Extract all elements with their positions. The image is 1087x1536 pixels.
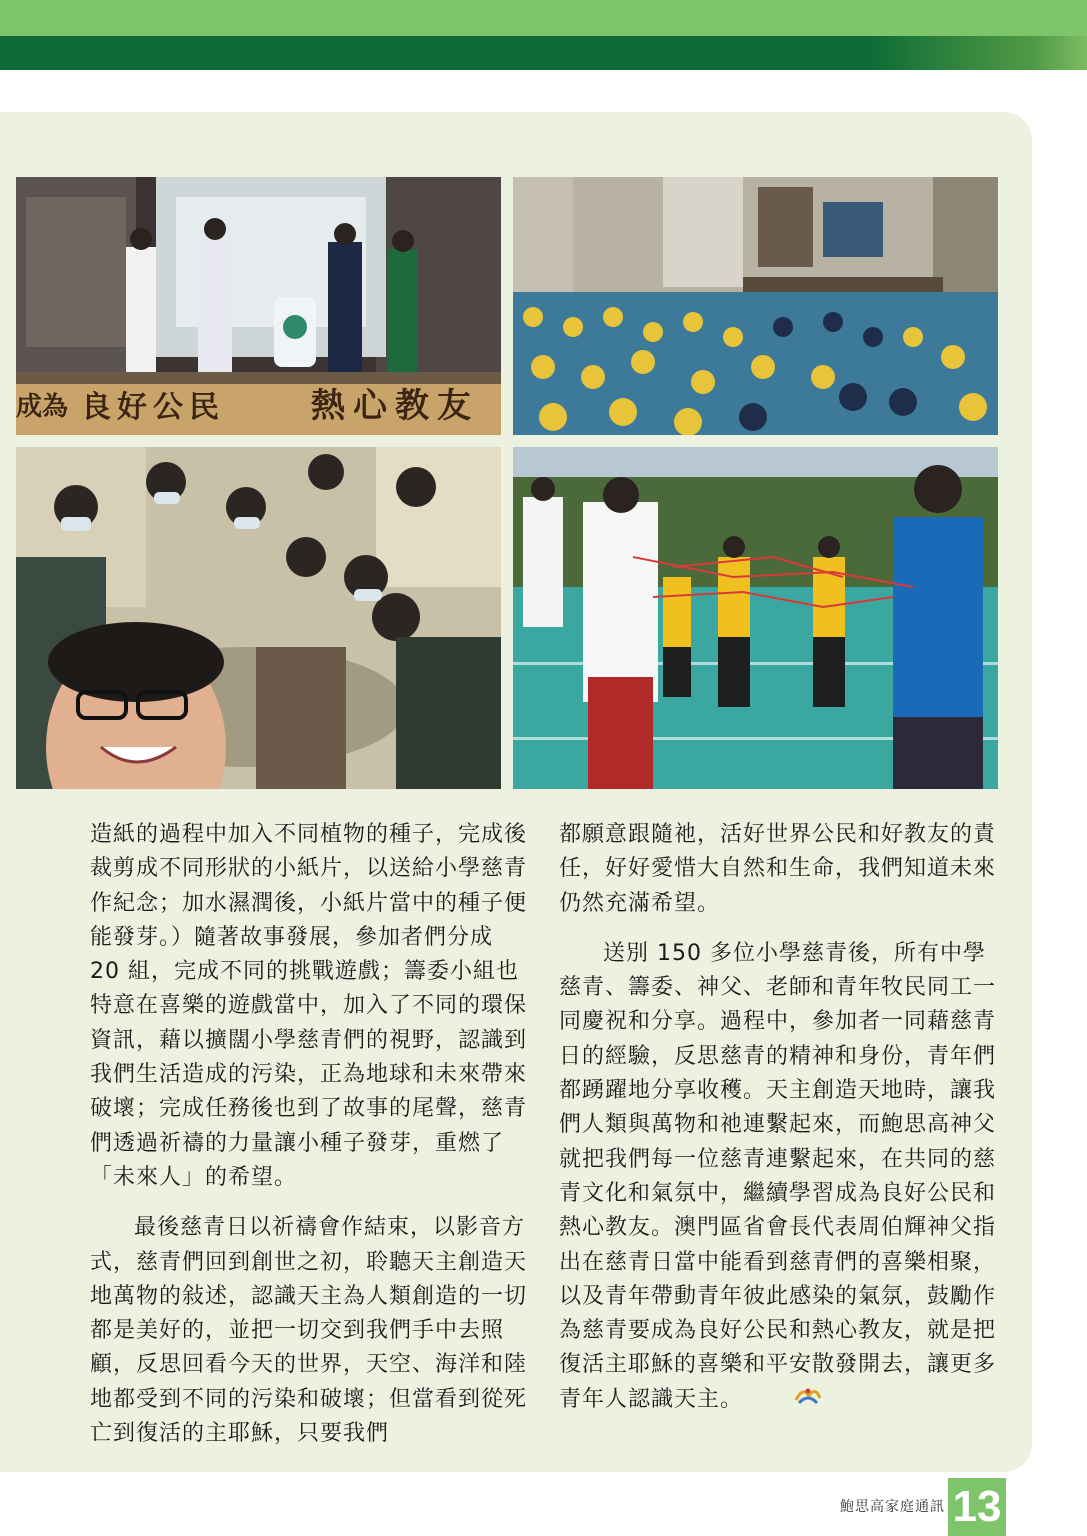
photo-group-selfie (16, 447, 501, 789)
photo-hall-audience (513, 177, 998, 435)
article-paragraph: 都願意跟隨祂，活好世界公民和好教友的責任，好好愛惜大自然和生命，我們知道未來仍然充滿希望。 (559, 822, 997, 916)
photo-outdoor-game (513, 447, 998, 789)
header-band-light (0, 0, 1087, 36)
publication-title: 鮑思高家庭通訊 (840, 1499, 945, 1515)
article-column-right (559, 818, 999, 1417)
stage-banner-right: 熱心教友 (311, 386, 479, 426)
page-number: 13 (948, 1478, 1006, 1536)
stage-banner-left: 良好公民 (81, 390, 225, 425)
end-logo-icon (749, 1383, 823, 1417)
stage-banner-edge: 成為 (16, 392, 69, 422)
article-paragraph-text: 送別 150 多位小學慈青後，所有中學慈青、籌委、神父、老師和青年牧民同工一同慶祝和分享。過程中，參加者一同藉慈青日的經驗，反思慈青的精神和身份，青年們都踴躍地分享收穫。天主創造天地時，讓我們人類與萬物和祂連繫起來，而鮑思高神父就把我們每一位慈青連繫起來，在共同的慈青文化和氣氛中，繼續學習成為良好公民和熱心教友。澳門區省會長代表周伯輝神父指出在慈青日當中能看到慈青們的喜樂相聚，以及青年帶動青年彼此感染的氣氛，鼓勵作為慈青要成為良好公民和熱心教友，就是把復活主耶穌的喜樂和平安散發開去，讓更多青年人認識天主。 (559, 940, 997, 1412)
article-paragraph: 最後慈青日以祈禱會作結束，以影音方式，慈青們回到創世之初，聆聽天主創造天地萬物的敍述，認識天主為人類創造的一切都是美好的，並把一切交到我們手中去照顧，反思回看今天的世界，天空、海洋和陸地都受到不同的污染和破壞；但當看到從死亡到復活的主耶穌，只要我們 (90, 1215, 528, 1447)
header-band-dark (0, 36, 1087, 70)
article-column-left (90, 818, 530, 1451)
article-paragraph: 造紙的過程中加入不同植物的種子，完成後裁剪成不同形狀的小紙片，以送給小學慈青作紀念；加水濕潤後，小紙片當中的種子便能發芽。）隨著故事發展，參加者們分成 20 組，完成不同的挑戰遊戲；籌委小組也特意在喜樂的遊戲當中，加入了不同的環保資訊，藉以擴闊小學慈青們的視野，認識到我們生活造成的污染，正為地球和未來帶來破壞；完成任務後也到了故事的尾聲，慈青們透過祈禱的力量讓小種子發芽，重燃了「未來人」的希望。 (90, 822, 528, 1190)
photo-stage-performance (16, 177, 501, 435)
article-paragraph-last (559, 937, 999, 1417)
